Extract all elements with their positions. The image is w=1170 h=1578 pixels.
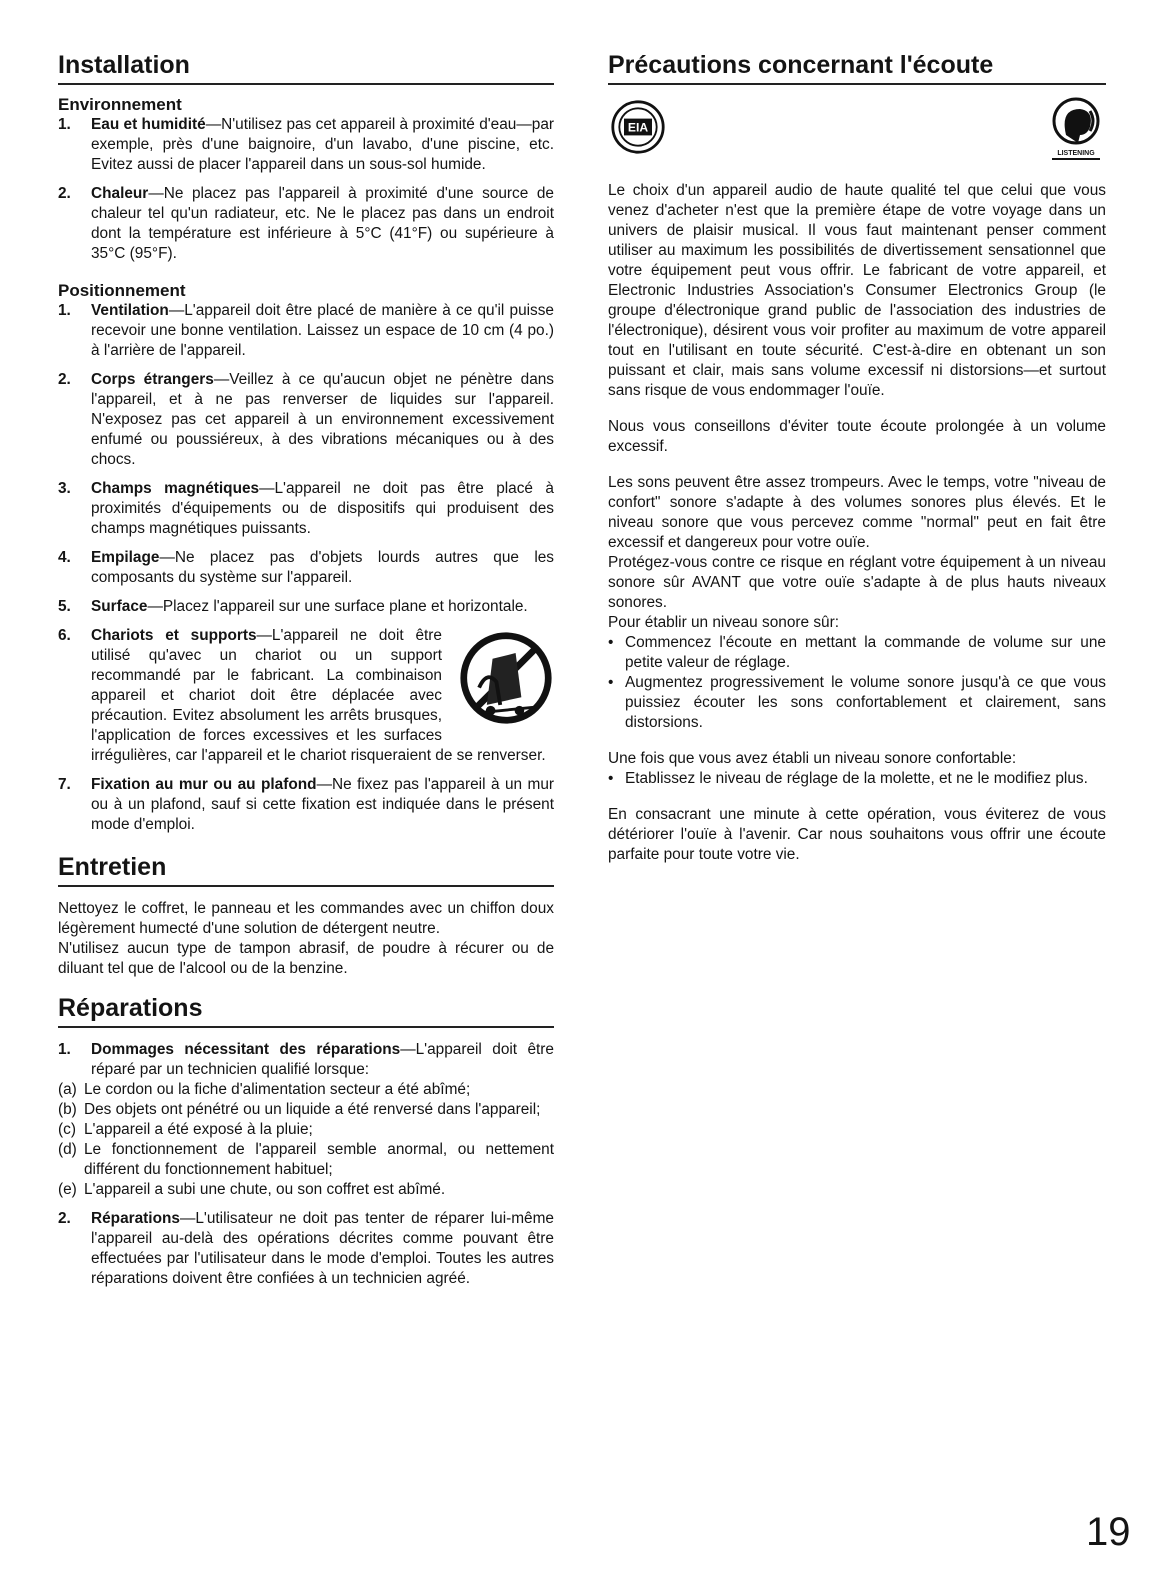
cart-warning-icon [458,630,554,726]
listening-logo-icon [1046,95,1104,165]
env-item-2: 2. Chaleur—Ne placez pas l'appareil à proximité d'une source de chaleur tel qu'un radiateur, etc. Ne le placez pas dans un endroit dont la température est inférieure à 5°C (41°F) ou supérieure à 35°C (95°F). [58,185,554,262]
entretien-paragraph-2: N'utilisez aucun type de tampon abrasif, de poudre à récurer ou de diluant tel que de l'alcool ou de la benzine. [58,940,554,977]
pos-item-3: 3. Champs magnétiques—L'appareil ne doit pas être placé à proximités d'équipements ou de dispositifs qui produisent des champs magnétiques puissants. [58,480,554,537]
precautions-paragraph-4: Protégez-vous contre ce risque en réglant votre équipement à un niveau sonore sûr AVANT que votre ouïe s'adapte à de plus hauts niveaux sonores. [608,554,1106,611]
svg-text:EIA: EIA [627,120,649,135]
pos-item-6: 6. Chariots et supports—L'appareil ne doit être utilisé qu'avec un chariot ou un support recommandé par le fabricant. La combinaison appareil et chariot doit être déplacée avec précaution. Evitez absolument les arrêts brusques, l'application de forces excessives et les surfaces irrégulières, car l'appareil et le chariot risqueraient de se renverser. [58,626,554,766]
eia-logo-icon [610,99,666,155]
entretien-paragraph-1: Nettoyez le coffret, le panneau et les commandes avec un chiffon doux légèrement humecté d'une solution de détergent neutre. [58,900,554,937]
reparations-item-1: 1. Dommages nécessitant des réparations—L'appareil doit être réparé par un technicien qualifié lorsque: [58,1041,554,1078]
precautions-paragraph-5: Pour établir un niveau sonore sûr: [608,614,839,631]
svg-text:LISTENING: LISTENING [1057,150,1095,157]
reparations-subitem-c: (c) L'appareil a été exposé à la pluie; [58,1121,313,1138]
environnement-heading: Environnement [58,95,182,114]
precautions-paragraph-1: Le choix d'un appareil audio de haute qualité tel que celui que vous venez d'acheter n'est que la première étape de votre voyage dans un univers de plaisir musical. Il vous faut maintenant penser comment utiliser au maximum les possibilités de divertissement sensationnel que votre équipement peut vous offrir. Le fabricant de votre appareil, et Electronic Industries Association's Consumer Electronics Group (le groupe d'électronique grand public de l'association des industries de l'électronique), désirent vous voir profiter au maximum de votre appareil tout en l'utilisant en toute sécurité. C'est-à-dire en obtenant un son puissant et clair, mais sans volume excessif ni distorsions—et surtout sans risque de vous endommager l'ouïe. [608,182,1106,399]
list-item: • Etablissez le niveau de réglage de la molette, et ne le modifiez plus. [608,770,1088,787]
pos-item-7: 7. Fixation au mur ou au plafond—Ne fixez pas l'appareil à un mur ou à un plafond, sauf si cette fixation est indiquée dans le présent mode d'emploi. [58,776,555,833]
reparations-subitem-b: (b) Des objets ont pénétré ou un liquide a été renversé dans l'appareil; [58,1101,541,1118]
pos-item-2: 2. Corps étrangers—Veillez à ce qu'aucun objet ne pénètre dans l'appareil, et à ne pas renverser de liquides sur l'appareil. N'exposez pas cet appareil à un environnement excessivement enfumé ou poussiéreux, à des vibrations mécaniques ou à des chocs. [58,371,555,468]
reparations-subitem-a: (a) Le cordon ou la fiche d'alimentation secteur a été abîmé; [58,1081,471,1098]
pos-item-1: 1. Ventilation—L'appareil doit être placé de manière à ce qu'il puisse recevoir une bonne ventilation. Laissez un espace de 10 cm (4 po.) à l'arrière de l'appareil. [58,302,554,359]
positionnement-heading: Positionnement [58,281,186,300]
reparations-subitem-d: (d) Le fonctionnement de l'appareil semble anormal, ou nettement différent du fonctionnement habituel; [58,1141,554,1178]
installation-heading: Installation [58,50,554,85]
right-column [608,50,1106,865]
pos-item-5: 5. Surface—Placez l'appareil sur une surface plane et horizontale. [58,598,528,615]
reparations-heading: Réparations [58,993,554,1028]
precautions-paragraph-7: En consacrant une minute à cette opération, vous éviterez de vous détériorer l'ouïe à l'avenir. Car nous souhaitons vous offrir une écoute parfaite pour toute votre vie. [608,806,1106,863]
reparations-subitem-e: (e) L'appareil a subi une chute, ou son coffret est abîmé. [58,1181,446,1198]
precautions-heading: Précautions concernant l'écoute [608,50,1106,85]
pos-item-4: 4. Empilage—Ne placez pas d'objets lourds autres que les composants du système sur l'appareil. [58,549,554,586]
left-column [58,50,554,1298]
list-item: • Commencez l'écoute en mettant la commande de volume sur une petite valeur de réglage. [608,634,1106,671]
env-item-1: 1. Eau et humidité—N'utilisez pas cet appareil à proximité d'eau—par exemple, près d'une baignoire, d'un lavabo, d'une piscine, etc. Evitez aussi de placer l'appareil dans un sous-sol humide. [58,116,555,173]
precautions-paragraph-6: Une fois que vous avez établi un niveau sonore confortable: [608,750,1017,767]
precautions-paragraph-2: Nous vous conseillons d'éviter toute écoute prolongée à un volume excessif. [608,418,1106,455]
list-item: • Augmentez progressivement le volume sonore jusqu'à ce que vous puissiez écouter les sons confortablement et clairement, sans distorsions. [608,674,1106,731]
entretien-heading: Entretien [58,852,554,887]
precautions-paragraph-3: Les sons peuvent être assez trompeurs. Avec le temps, votre "niveau de confort" sonore s'adapte à des volumes sonores plus élevés. Et le niveau sonore que vous percevez comme "normal" peut en fait être excessif et dangereux pour votre ouïe. [608,474,1106,551]
reparations-item-2: 2. Réparations—L'utilisateur ne doit pas tenter de réparer lui-même l'appareil au-delà des opérations décrites comme pouvant être effectuées par l'utilisateur dans le mode d'emploi. Toutes les autres réparations doivent être confiées à un technicien agréé. [58,1210,554,1287]
logo-row [608,85,1106,181]
page-number: 19 [1086,1510,1131,1554]
